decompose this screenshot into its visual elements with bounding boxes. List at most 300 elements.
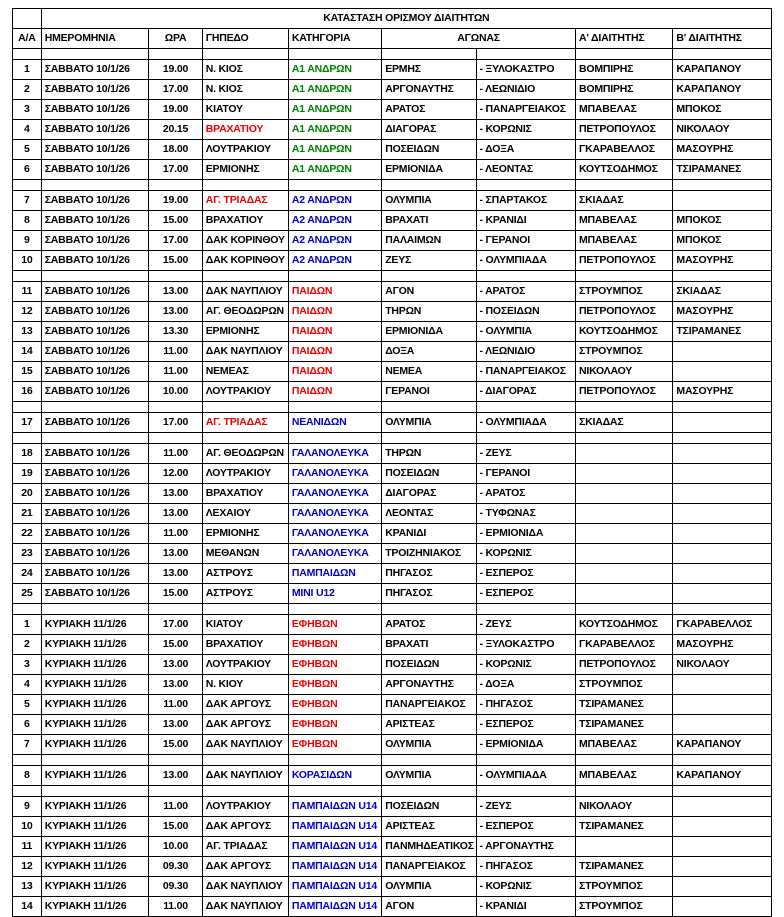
spacer-cell xyxy=(476,755,575,766)
cell-venue: ΔΑΚ ΝΑΥΠΛΙΟΥ xyxy=(202,766,288,786)
cell-home: ΑΓΟΝ xyxy=(382,897,476,917)
cell-home: ΠΟΣΕΙΔΩΝ xyxy=(382,797,476,817)
cell-venue: ΛΟΥΤΡΑΚΙΟΥ xyxy=(202,382,288,402)
cell-home: ΟΛΥΜΠΙΑ xyxy=(382,413,476,433)
cell-time: 11.00 xyxy=(149,695,202,715)
cell-away: - ΑΡΑΤΟΣ xyxy=(476,282,575,302)
cell-away: - ΔΟΞΑ xyxy=(476,140,575,160)
cell-away: - ΕΡΜΙΟΝΙΔΑ xyxy=(476,735,575,755)
cell-venue: ΔΑΚ ΝΑΥΠΛΙΟΥ xyxy=(202,735,288,755)
cell-aa: 19 xyxy=(13,464,42,484)
spacer-cell xyxy=(13,604,42,615)
cell-ref1: ΤΣΙΡΑΜΑΝΕΣ xyxy=(576,715,673,735)
table-row[interactable] xyxy=(13,251,772,271)
spacer-cell xyxy=(149,786,202,797)
cell-away: - ΚΟΡΩΝΙΣ xyxy=(476,877,575,897)
cell-time: 11.00 xyxy=(149,362,202,382)
cell-home: ΟΛΥΜΠΙΑ xyxy=(382,877,476,897)
cell-aa: 1 xyxy=(13,615,42,635)
cell-away: - ΑΡΑΤΟΣ xyxy=(476,484,575,504)
cell-venue: ΜΕΘΑΝΩΝ xyxy=(202,544,288,564)
cell-venue: ΛΟΥΤΡΑΚΙΟΥ xyxy=(202,797,288,817)
cell-venue: ΒΡΑΧΑΤΙΟΥ xyxy=(202,635,288,655)
spacer-cell xyxy=(576,180,673,191)
cell-home: ΑΡΓΟΝΑΥΤΗΣ xyxy=(382,675,476,695)
table-row[interactable] xyxy=(13,362,772,382)
cell-time: 15.00 xyxy=(149,735,202,755)
cell-date: ΣΑΒΒΑΤΟ 10/1/26 xyxy=(41,584,149,604)
cell-date: ΚΥΡΙΑΚΗ 11/1/26 xyxy=(41,735,149,755)
cell-aa: 23 xyxy=(13,544,42,564)
cell-category: ΓΑΛΑΝΟΛΕΥΚΑ xyxy=(288,484,381,504)
cell-category: ΠΑΙΔΩΝ xyxy=(288,342,381,362)
table-row[interactable] xyxy=(13,211,772,231)
cell-home: ΤΗΡΩΝ xyxy=(382,444,476,464)
cell-ref2 xyxy=(673,584,772,604)
cell-time: 15.00 xyxy=(149,211,202,231)
cell-date: ΣΑΒΒΑΤΟ 10/1/26 xyxy=(41,251,149,271)
cell-ref2: ΣΚΙΑΔΑΣ xyxy=(673,282,772,302)
spacer-cell xyxy=(476,180,575,191)
table-row[interactable] xyxy=(13,322,772,342)
spacer-cell xyxy=(576,755,673,766)
table-row[interactable] xyxy=(13,817,772,837)
spacer-cell xyxy=(288,180,381,191)
cell-date: ΚΥΡΙΑΚΗ 11/1/26 xyxy=(41,695,149,715)
cell-date: ΚΥΡΙΑΚΗ 11/1/26 xyxy=(41,837,149,857)
spacer-cell xyxy=(476,402,575,413)
cell-date: ΚΥΡΙΑΚΗ 11/1/26 xyxy=(41,817,149,837)
cell-aa: 18 xyxy=(13,444,42,464)
cell-aa: 8 xyxy=(13,211,42,231)
column-header-date: ΗΜΕΡΟΜΗΝΙΑ xyxy=(41,29,149,49)
cell-aa: 21 xyxy=(13,504,42,524)
cell-aa: 6 xyxy=(13,715,42,735)
table-row[interactable] xyxy=(13,60,772,80)
cell-ref2 xyxy=(673,897,772,917)
cell-category: Α1 ΑΝΔΡΩΝ xyxy=(288,140,381,160)
cell-category: ΠΑΜΠΑΙΔΩΝ U14 xyxy=(288,797,381,817)
cell-aa: 11 xyxy=(13,837,42,857)
column-header-match: ΑΓΩΝΑΣ xyxy=(382,29,576,49)
cell-ref1 xyxy=(576,504,673,524)
section-separator-row xyxy=(13,180,772,191)
cell-away: - ΛΕΩΝΙΔΙΟ xyxy=(476,342,575,362)
spacer-cell xyxy=(149,755,202,766)
header-row xyxy=(13,29,772,49)
table-row[interactable] xyxy=(13,837,772,857)
cell-time: 13.00 xyxy=(149,715,202,735)
cell-ref2: ΓΚΑΡΑΒΕΛΛΟΣ xyxy=(673,615,772,635)
table-row[interactable] xyxy=(13,524,772,544)
cell-ref2 xyxy=(673,857,772,877)
cell-venue: Ν. ΚΙΟΥ xyxy=(202,675,288,695)
spacer-cell xyxy=(673,402,772,413)
cell-date: ΣΑΒΒΑΤΟ 10/1/26 xyxy=(41,444,149,464)
cell-date: ΣΑΒΒΑΤΟ 10/1/26 xyxy=(41,60,149,80)
table-row[interactable] xyxy=(13,191,772,211)
cell-aa: 24 xyxy=(13,564,42,584)
cell-venue: ΔΑΚ ΑΡΓΟΥΣ xyxy=(202,695,288,715)
cell-time: 17.00 xyxy=(149,615,202,635)
cell-ref1: ΣΚΙΑΔΑΣ xyxy=(576,413,673,433)
table-row[interactable] xyxy=(13,766,772,786)
cell-home: ΕΡΜΙΟΝΙΔΑ xyxy=(382,160,476,180)
table-row[interactable] xyxy=(13,675,772,695)
cell-ref2: ΝΙΚΟΛΑΟΥ xyxy=(673,120,772,140)
cell-time: 19.00 xyxy=(149,60,202,80)
spacer-cell xyxy=(476,604,575,615)
cell-aa: 17 xyxy=(13,413,42,433)
cell-aa: 14 xyxy=(13,342,42,362)
spacer-cell xyxy=(202,180,288,191)
cell-ref1: ΓΚΑΡΑΒΕΛΛΟΣ xyxy=(576,635,673,655)
cell-date: ΣΑΒΒΑΤΟ 10/1/26 xyxy=(41,564,149,584)
cell-away: - ΕΣΠΕΡΟΣ xyxy=(476,584,575,604)
cell-ref1: ΜΠΑΒΕΛΑΣ xyxy=(576,211,673,231)
spacer-cell xyxy=(288,755,381,766)
cell-aa: 7 xyxy=(13,735,42,755)
cell-ref2 xyxy=(673,524,772,544)
cell-time: 11.00 xyxy=(149,524,202,544)
cell-home: ΖΕΥΣ xyxy=(382,251,476,271)
table-row[interactable] xyxy=(13,80,772,100)
cell-aa: 11 xyxy=(13,282,42,302)
spacer-cell xyxy=(576,433,673,444)
cell-home: ΑΡΑΤΟΣ xyxy=(382,100,476,120)
cell-home: ΤΡΟΙΖΗΝΙΑΚΟΣ xyxy=(382,544,476,564)
cell-ref1: ΣΤΡΟΥΜΠΟΣ xyxy=(576,675,673,695)
cell-home: ΕΡΜΗΣ xyxy=(382,60,476,80)
cell-time: 13.00 xyxy=(149,564,202,584)
cell-time: 17.00 xyxy=(149,80,202,100)
table-row[interactable] xyxy=(13,635,772,655)
spacer-cell xyxy=(13,271,42,282)
cell-date: ΚΥΡΙΑΚΗ 11/1/26 xyxy=(41,797,149,817)
table-row[interactable] xyxy=(13,857,772,877)
cell-aa: 5 xyxy=(13,140,42,160)
cell-date: ΣΑΒΒΑΤΟ 10/1/26 xyxy=(41,140,149,160)
table-row[interactable] xyxy=(13,564,772,584)
cell-ref1 xyxy=(576,544,673,564)
cell-venue: ΔΑΚ ΝΑΥΠΛΙΟΥ xyxy=(202,877,288,897)
cell-category: Α1 ΑΝΔΡΩΝ xyxy=(288,160,381,180)
cell-time: 10.00 xyxy=(149,837,202,857)
table-row[interactable] xyxy=(13,797,772,817)
cell-category: ΕΦΗΒΩΝ xyxy=(288,655,381,675)
cell-category: MINI U12 xyxy=(288,584,381,604)
cell-away: - ΖΕΥΣ xyxy=(476,615,575,635)
cell-venue: ΑΓ. ΤΡΙΑΔΑΣ xyxy=(202,837,288,857)
table-row[interactable] xyxy=(13,413,772,433)
spacer-cell xyxy=(13,180,42,191)
cell-ref1: ΜΠΑΒΕΛΑΣ xyxy=(576,100,673,120)
cell-ref1: ΠΕΤΡΟΠΟΥΛΟΣ xyxy=(576,251,673,271)
cell-time: 13.00 xyxy=(149,282,202,302)
cell-ref1: ΒΟΜΠΙΡΗΣ xyxy=(576,80,673,100)
table-row[interactable] xyxy=(13,444,772,464)
cell-ref2 xyxy=(673,544,772,564)
spacer-cell xyxy=(41,49,149,60)
cell-aa: 25 xyxy=(13,584,42,604)
cell-venue: ΑΓ. ΤΡΙΑΔΑΣ xyxy=(202,413,288,433)
table-row[interactable] xyxy=(13,877,772,897)
cell-ref1: ΤΣΙΡΑΜΑΝΕΣ xyxy=(576,695,673,715)
cell-away: - ΓΕΡΑΝΟΙ xyxy=(476,231,575,251)
cell-aa: 12 xyxy=(13,857,42,877)
cell-ref2: ΜΑΣΟΥΡΗΣ xyxy=(673,302,772,322)
cell-ref1: ΤΣΙΡΑΜΑΝΕΣ xyxy=(576,817,673,837)
spacer-cell xyxy=(576,271,673,282)
cell-away: - ΓΕΡΑΝΟΙ xyxy=(476,464,575,484)
cell-venue: Ν. ΚΙΟΣ xyxy=(202,80,288,100)
cell-aa: 22 xyxy=(13,524,42,544)
cell-home: ΠΟΣΕΙΔΩΝ xyxy=(382,464,476,484)
cell-ref2 xyxy=(673,444,772,464)
cell-away: - ΟΛΥΜΠΙΑΔΑ xyxy=(476,251,575,271)
cell-ref2: ΜΑΣΟΥΡΗΣ xyxy=(673,140,772,160)
spacer-cell xyxy=(202,604,288,615)
cell-venue: ΔΑΚ ΚΟΡΙΝΘΟΥ xyxy=(202,231,288,251)
section-separator-row xyxy=(13,433,772,444)
spacer-cell xyxy=(476,49,575,60)
column-header-referee2: Β' ΔΙΑΙΤΗΤΗΣ xyxy=(673,29,772,49)
cell-venue: ΔΑΚ ΑΡΓΟΥΣ xyxy=(202,857,288,877)
spacer-cell xyxy=(202,271,288,282)
cell-category: ΠΑΙΔΩΝ xyxy=(288,362,381,382)
cell-time: 13.00 xyxy=(149,675,202,695)
spacer-cell xyxy=(576,49,673,60)
cell-away: - ΔΟΞΑ xyxy=(476,675,575,695)
cell-category: ΠΑΙΔΩΝ xyxy=(288,382,381,402)
cell-aa: 8 xyxy=(13,766,42,786)
cell-venue: ΛΕΧΑΙΟΥ xyxy=(202,504,288,524)
cell-ref2 xyxy=(673,362,772,382)
cell-aa: 4 xyxy=(13,120,42,140)
spacer-cell xyxy=(41,433,149,444)
table-row[interactable] xyxy=(13,544,772,564)
cell-time: 17.00 xyxy=(149,231,202,251)
cell-category: Α1 ΑΝΔΡΩΝ xyxy=(288,120,381,140)
cell-home: ΓΕΡΑΝΟΙ xyxy=(382,382,476,402)
cell-time: 13.00 xyxy=(149,484,202,504)
cell-date: ΚΥΡΙΑΚΗ 11/1/26 xyxy=(41,635,149,655)
cell-time: 10.00 xyxy=(149,382,202,402)
cell-home: ΟΛΥΜΠΙΑ xyxy=(382,735,476,755)
cell-category: ΠΑΜΠΑΙΔΩΝ U14 xyxy=(288,877,381,897)
table-row[interactable] xyxy=(13,282,772,302)
cell-ref2: ΜΑΣΟΥΡΗΣ xyxy=(673,635,772,655)
cell-category: ΕΦΗΒΩΝ xyxy=(288,695,381,715)
cell-ref2 xyxy=(673,837,772,857)
cell-date: ΚΥΡΙΑΚΗ 11/1/26 xyxy=(41,877,149,897)
cell-ref2: ΤΣΙΡΑΜΑΝΕΣ xyxy=(673,160,772,180)
table-row[interactable] xyxy=(13,615,772,635)
spacer-cell xyxy=(673,49,772,60)
cell-home: ΔΟΞΑ xyxy=(382,342,476,362)
cell-ref1: ΚΟΥΤΣΟΔΗΜΟΣ xyxy=(576,615,673,635)
table-row[interactable] xyxy=(13,655,772,675)
cell-aa: 4 xyxy=(13,675,42,695)
cell-venue: ΔΑΚ ΝΑΥΠΛΙΟΥ xyxy=(202,342,288,362)
cell-date: ΣΑΒΒΑΤΟ 10/1/26 xyxy=(41,362,149,382)
cell-venue: ΛΟΥΤΡΑΚΙΟΥ xyxy=(202,655,288,675)
cell-category: Α2 ΑΝΔΡΩΝ xyxy=(288,251,381,271)
cell-category: Α1 ΑΝΔΡΩΝ xyxy=(288,80,381,100)
cell-ref2 xyxy=(673,564,772,584)
cell-venue: ΝΕΜΕΑΣ xyxy=(202,362,288,382)
cell-away: - ΠΗΓΑΣΟΣ xyxy=(476,695,575,715)
cell-category: ΕΦΗΒΩΝ xyxy=(288,615,381,635)
spacer-cell xyxy=(673,180,772,191)
cell-home: ΠΗΓΑΣΟΣ xyxy=(382,564,476,584)
spacer-cell xyxy=(13,755,42,766)
cell-home: ΚΡΑΝΙΔΙ xyxy=(382,524,476,544)
spacer-cell xyxy=(382,786,476,797)
cell-ref1: ΒΟΜΠΙΡΗΣ xyxy=(576,60,673,80)
cell-home: ΔΙΑΓΟΡΑΣ xyxy=(382,120,476,140)
cell-date: ΚΥΡΙΑΚΗ 11/1/26 xyxy=(41,655,149,675)
spacer-cell xyxy=(673,786,772,797)
cell-ref2: ΚΑΡΑΠΑΝΟΥ xyxy=(673,735,772,755)
table-row[interactable] xyxy=(13,484,772,504)
cell-home: ΟΛΥΜΠΙΑ xyxy=(382,191,476,211)
cell-ref2 xyxy=(673,715,772,735)
cell-date: ΣΑΒΒΑΤΟ 10/1/26 xyxy=(41,484,149,504)
table-row[interactable] xyxy=(13,584,772,604)
cell-aa: 5 xyxy=(13,695,42,715)
cell-date: ΣΑΒΒΑΤΟ 10/1/26 xyxy=(41,191,149,211)
spacer-cell xyxy=(149,402,202,413)
spacer-cell xyxy=(476,786,575,797)
cell-aa: 13 xyxy=(13,322,42,342)
column-header-referee1: Α' ΔΙΑΙΤΗΤΗΣ xyxy=(576,29,673,49)
cell-venue: ΑΓ. ΘΕΟΔΩΡΩΝ xyxy=(202,444,288,464)
cell-home: ΠΑΛΑΙΜΩΝ xyxy=(382,231,476,251)
cell-away: - ΚΡΑΝΙΔΙ xyxy=(476,211,575,231)
cell-ref1: ΚΟΥΤΣΟΔΗΜΟΣ xyxy=(576,322,673,342)
cell-away: - ΕΣΠΕΡΟΣ xyxy=(476,817,575,837)
table-row[interactable] xyxy=(13,231,772,251)
cell-venue: ΔΑΚ ΑΡΓΟΥΣ xyxy=(202,715,288,735)
table-row[interactable] xyxy=(13,140,772,160)
table-row[interactable] xyxy=(13,464,772,484)
spacer-cell xyxy=(382,433,476,444)
cell-ref1: ΚΟΥΤΣΟΔΗΜΟΣ xyxy=(576,160,673,180)
cell-away: - ΠΗΓΑΣΟΣ xyxy=(476,857,575,877)
cell-ref2: ΚΑΡΑΠΑΝΟΥ xyxy=(673,60,772,80)
spacer-cell xyxy=(673,271,772,282)
cell-time: 13.00 xyxy=(149,766,202,786)
cell-ref1 xyxy=(576,464,673,484)
table-row[interactable] xyxy=(13,735,772,755)
spacer-cell xyxy=(13,433,42,444)
cell-date: ΣΑΒΒΑΤΟ 10/1/26 xyxy=(41,504,149,524)
cell-away: - ΕΣΠΕΡΟΣ xyxy=(476,715,575,735)
table-row[interactable] xyxy=(13,100,772,120)
cell-ref2: ΜΠΟΚΟΣ xyxy=(673,231,772,251)
spacer-cell xyxy=(476,433,575,444)
cell-aa: 15 xyxy=(13,362,42,382)
cell-venue: ΔΑΚ ΝΑΥΠΛΙΟΥ xyxy=(202,282,288,302)
cell-ref1: ΜΠΑΒΕΛΑΣ xyxy=(576,231,673,251)
cell-date: ΣΑΒΒΑΤΟ 10/1/26 xyxy=(41,160,149,180)
cell-ref1: ΜΠΑΒΕΛΑΣ xyxy=(576,735,673,755)
cell-home: ΤΗΡΩΝ xyxy=(382,302,476,322)
cell-aa: 2 xyxy=(13,80,42,100)
table-row[interactable] xyxy=(13,382,772,402)
spacer-cell xyxy=(41,402,149,413)
column-header-venue: ΓΗΠΕΔΟ xyxy=(202,29,288,49)
cell-time: 15.00 xyxy=(149,584,202,604)
cell-home: ΠΟΣΕΙΔΩΝ xyxy=(382,655,476,675)
cell-date: ΣΑΒΒΑΤΟ 10/1/26 xyxy=(41,413,149,433)
assignments-table xyxy=(12,8,772,917)
cell-aa: 12 xyxy=(13,302,42,322)
cell-home: ΔΙΑΓΟΡΑΣ xyxy=(382,484,476,504)
cell-date: ΚΥΡΙΑΚΗ 11/1/26 xyxy=(41,897,149,917)
cell-ref2 xyxy=(673,695,772,715)
table-row[interactable] xyxy=(13,160,772,180)
spacer-cell xyxy=(382,755,476,766)
cell-date: ΣΑΒΒΑΤΟ 10/1/26 xyxy=(41,464,149,484)
cell-date: ΣΑΒΒΑΤΟ 10/1/26 xyxy=(41,524,149,544)
cell-ref2 xyxy=(673,413,772,433)
cell-category: Α1 ΑΝΔΡΩΝ xyxy=(288,60,381,80)
spacer-cell xyxy=(41,786,149,797)
cell-ref2: ΝΙΚΟΛΑΟΥ xyxy=(673,655,772,675)
cell-venue: Ν. ΚΙΟΣ xyxy=(202,60,288,80)
column-header-category: ΚΑΤΗΓΟΡΙΑ xyxy=(288,29,381,49)
table-row[interactable] xyxy=(13,695,772,715)
table-row[interactable] xyxy=(13,342,772,362)
table-row[interactable] xyxy=(13,302,772,322)
cell-time: 15.00 xyxy=(149,251,202,271)
cell-away: - ΖΕΥΣ xyxy=(476,444,575,464)
cell-category: ΓΑΛΑΝΟΛΕΥΚΑ xyxy=(288,464,381,484)
spacer-cell xyxy=(382,604,476,615)
cell-category: ΓΑΛΑΝΟΛΕΥΚΑ xyxy=(288,504,381,524)
cell-away: - ΛΕΟΝΤΑΣ xyxy=(476,160,575,180)
table-row[interactable] xyxy=(13,504,772,524)
cell-away: - ΠΑΝΑΡΓΕΙΑΚΟΣ xyxy=(476,362,575,382)
cell-ref2 xyxy=(673,797,772,817)
cell-ref1 xyxy=(576,444,673,464)
spacer-cell xyxy=(202,402,288,413)
table-row[interactable] xyxy=(13,715,772,735)
cell-date: ΣΑΒΒΑΤΟ 10/1/26 xyxy=(41,322,149,342)
cell-ref2 xyxy=(673,464,772,484)
cell-away: - ΔΙΑΓΟΡΑΣ xyxy=(476,382,575,402)
cell-aa: 13 xyxy=(13,877,42,897)
spacer-cell xyxy=(149,271,202,282)
cell-ref1: ΣΚΙΑΔΑΣ xyxy=(576,191,673,211)
cell-away: - ΠΟΣΕΙΔΩΝ xyxy=(476,302,575,322)
table-row[interactable] xyxy=(13,897,772,917)
table-row[interactable] xyxy=(13,120,772,140)
cell-home: ΒΡΑΧΑΤΙ xyxy=(382,211,476,231)
cell-time: 09.30 xyxy=(149,857,202,877)
cell-away: - ΚΟΡΩΝΙΣ xyxy=(476,655,575,675)
cell-ref1: ΣΤΡΟΥΜΠΟΣ xyxy=(576,342,673,362)
cell-venue: ΔΑΚ ΝΑΥΠΛΙΟΥ xyxy=(202,897,288,917)
spacer-cell xyxy=(673,604,772,615)
spacer-cell xyxy=(13,786,42,797)
cell-time: 13.00 xyxy=(149,655,202,675)
cell-category: ΕΦΗΒΩΝ xyxy=(288,735,381,755)
cell-time: 11.00 xyxy=(149,342,202,362)
cell-venue: ΕΡΜΙΟΝΗΣ xyxy=(202,322,288,342)
